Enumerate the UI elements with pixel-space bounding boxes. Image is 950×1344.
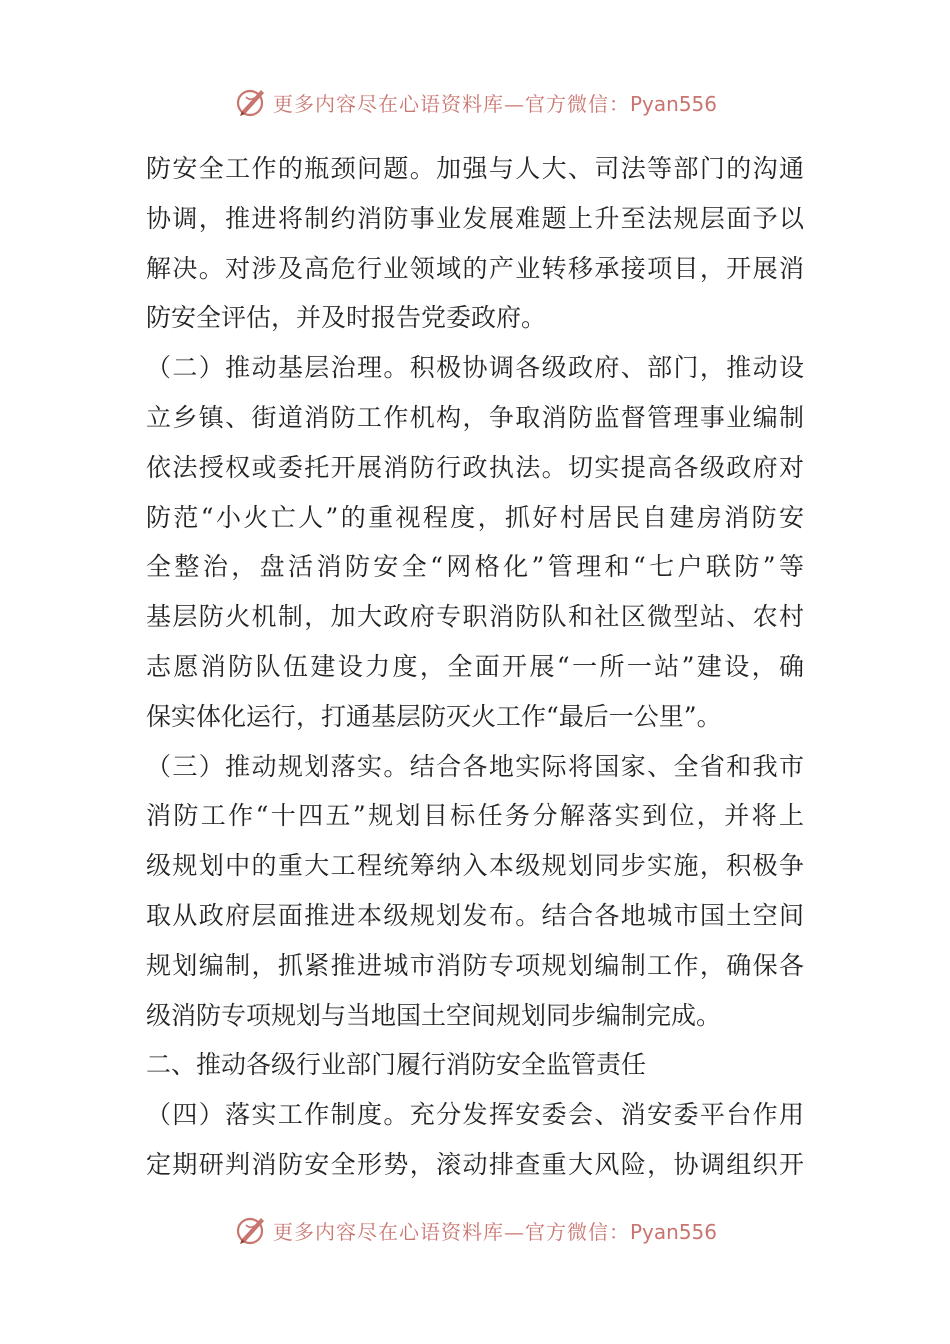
text-line: 定期研判消防安全形势，滚动排查重大风险，协调组织开: [146, 1149, 804, 1179]
text-line: 基层防火机制，加大政府专职消防队和社区微型站、农村: [146, 602, 804, 632]
text-line: 消防工作“十四五”规划目标任务分解落实到位，并将上: [146, 801, 804, 831]
text-line: 解决。对涉及高危行业领域的产业转移承接项目，开展消: [146, 253, 804, 283]
text-line: 保实体化运行，打通基层防灭火工作“最后一公里”。: [146, 701, 722, 731]
section-heading: 二、推动各级行业部门履行消防安全监管责任: [146, 1050, 647, 1080]
banner-dash: —: [503, 91, 525, 116]
text-line: 立乡镇、街道消防工作机构，争取消防监督管理事业编制: [146, 402, 804, 432]
text-line: 级消防专项规划与当地国土空间规划同步编制完成。: [146, 1000, 722, 1030]
text-line: （三）推动规划落实。结合各地实际将国家、全省和我市: [146, 751, 804, 781]
text-line: （二）推动基层治理。积极协调各级政府、部门，推动设: [146, 353, 804, 383]
document-body: [146, 144, 804, 1190]
footer-watermark-banner: [0, 1210, 950, 1250]
text-line: 防安全工作的瓶颈问题。加强与人大、司法等部门的沟通: [146, 154, 804, 183]
text-line: 规划编制，抓紧推进城市消防专项规划编制工作，确保各: [146, 950, 804, 980]
text-line: 取从政府层面推进本级规划发布。结合各地城市国土空间: [146, 900, 804, 930]
banner-brand-text: 更多内容尽在心语资料库: [272, 1219, 504, 1244]
pen-logo-icon: [233, 1212, 269, 1248]
text-line: 全整治，盘活消防安全“网格化”管理和“七户联防”等: [146, 552, 804, 582]
text-line: 协调，推进将制约消防事业发展难题上升至法规层面予以: [146, 203, 804, 233]
banner-wechat-id: Pyan556: [629, 91, 717, 116]
header-watermark-banner: [0, 82, 950, 122]
banner-wechat-label: 官方微信：: [524, 1219, 630, 1244]
banner-dash: —: [503, 1219, 525, 1244]
text-line: 防安全评估，并及时报告党委政府。: [146, 303, 547, 333]
banner-brand-text: 更多内容尽在心语资料库: [272, 91, 504, 116]
text-line: 级规划中的重大工程统筹纳入本级规划同步实施，积极争: [146, 851, 804, 881]
text-line: 依法授权或委托开展消防行政执法。切实提高各级政府对: [146, 452, 804, 482]
text-line: （四）落实工作制度。充分发挥安委会、消安委平台作用: [146, 1100, 804, 1130]
pen-logo-icon: [233, 84, 269, 120]
banner-wechat-label: 官方微信：: [524, 91, 630, 116]
text-line: 防范“小火亡人”的重视程度，抓好村居民自建房消防安: [146, 502, 804, 532]
banner-wechat-id: Pyan556: [629, 1219, 717, 1244]
text-line: 志愿消防队伍建设力度，全面开展“一所一站”建设，确: [146, 651, 804, 681]
